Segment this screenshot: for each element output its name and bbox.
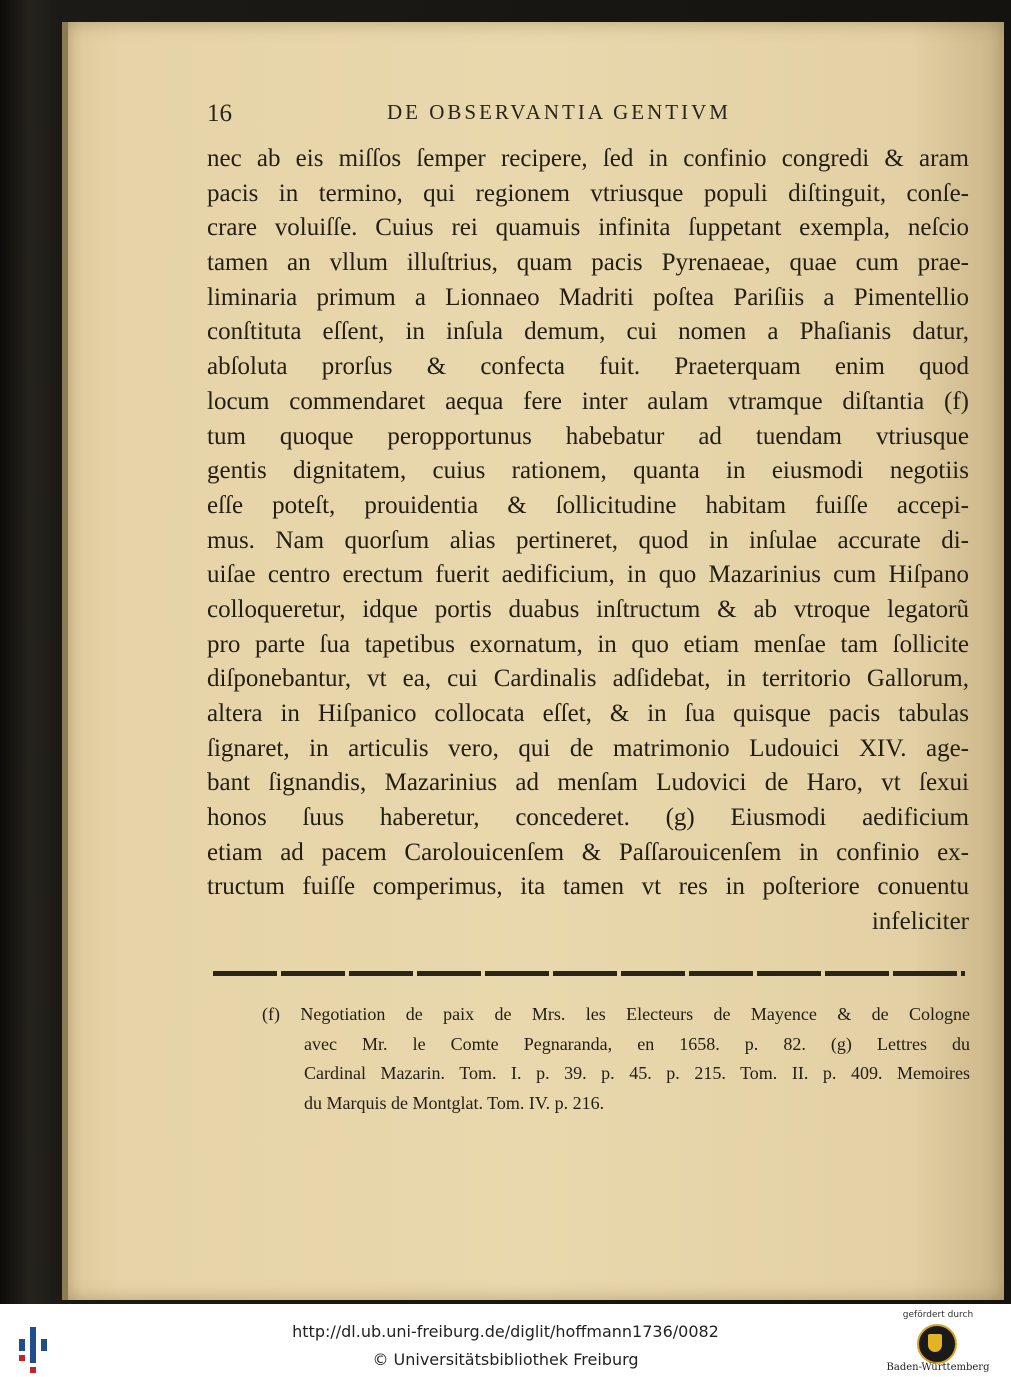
text-line: tructum fuiſſe comperimus, ita tamen vt res in poſteriore conuentu [207,873,969,901]
text-line: ſignaret, in articulis vero, qui de matrimonio Ludouici XIV. age- [207,734,969,762]
footnote-line: (f) Negotiation de paix de Mrs. les Electeurs de Mayence & de Cologne [262,1004,970,1024]
permalink-url[interactable]: http://dl.ub.uni-freiburg.de/diglit/hoffmann1736/0082 [292,1322,719,1341]
viewer-footer [0,1304,1011,1377]
text-line: liminaria primum a Lionnaeo Madriti poſtea Pariſiis a Pimentellio [207,283,969,311]
text-line: tum quoque peropportunus habebatur ad tuendam vtriusque [207,422,969,450]
text-line: honos ſuus haberetur, concederet. (g) Eiusmodi aedificium [207,804,969,832]
text-line: abſoluta prorſus & confecta fuit. Praeterquam enim quod [207,353,969,381]
text-line: conſtituta eſſent, in inſula demum, cui nomen a Phaſianis datur, [207,318,969,346]
footnotes [262,1000,970,1118]
text-line: nec ab eis miſſos ſemper recipere, ſed in confinio congredi & aram [207,145,969,172]
sponsor-badge[interactable] [878,1310,998,1376]
page-header [207,100,967,132]
text-line: bant ſignandis, Mazarinius ad menſam Ludovici de Haro, vt ſexui [207,769,969,797]
text-line: locum commendaret aequa fere inter aulam vtramque diſtantia (f) [207,387,969,415]
coat-of-arms-icon [917,1324,957,1364]
footnote-line: du Marquis de Montglat. Tom. IV. p. 216. [304,1092,605,1113]
running-title: DE OBSERVANTIA GENTIVM [387,100,731,124]
text-line: colloqueretur, idque portis duabus inſtructum & ab vtroque legatorũ [207,595,969,623]
footnote-rule [213,971,965,976]
sponsor-name: Baden-Württemberg [886,1362,990,1373]
sponsor-label: gefördert durch [902,1310,974,1320]
text-line: gentis dignitatem, cuius rationem, quanta in eiusmodi negotiis [207,457,969,485]
text-line: eſſe poteſt, prouidentia & ſollicitudine habitam fuiſſe accepi- [207,491,969,519]
page-number: 16 [207,100,232,127]
footnote-line: Cardinal Mazarin. Tom. I. p. 39. p. 45. p. 215. Tom. II. p. 409. Memoires [304,1063,970,1083]
text-line: etiam ad pacem Carolouicenſem & Paſſarouicenſem in confinio ex- [207,838,969,866]
text-line: crare voluiſſe. Cuius rei quamuis infinita ſuppetant exempla, neſcio [207,214,969,242]
copyright-text: © Universitätsbibliothek Freiburg [372,1350,639,1369]
text-line: tamen an vllum illuſtrius, quam pacis Pyrenaeae, quae cum prae- [207,249,969,277]
text-line: mus. Nam quorſum alias pertineret, quod in inſulae accurate di- [207,526,969,554]
main-text [207,142,969,940]
text-line: altera in Hiſpanico collocata eſſet, & in ſua quisque pacis tabulas [207,700,969,727]
text-line: pro parte ſua tapetibus exornatum, in quo etiam menſae tam ſollicite [207,630,969,658]
text-line: uiſae centro erectum fuerit aedificium, in quo Mazarinius cum Hiſpano [207,561,969,589]
page-edge [62,22,68,1300]
text-line: diſponebantur, vt ea, cui Cardinalis adſidebat, in territorio Gallorum, [207,665,969,693]
catchword: infeliciter [871,908,969,936]
text-line: pacis in termino, qui regionem vtriusque populi diſtinguit, conſe- [207,179,969,207]
footnote-line: avec Mr. le Comte Pegnaranda, en 1658. p. 82. (g) Lettres du [304,1033,970,1054]
